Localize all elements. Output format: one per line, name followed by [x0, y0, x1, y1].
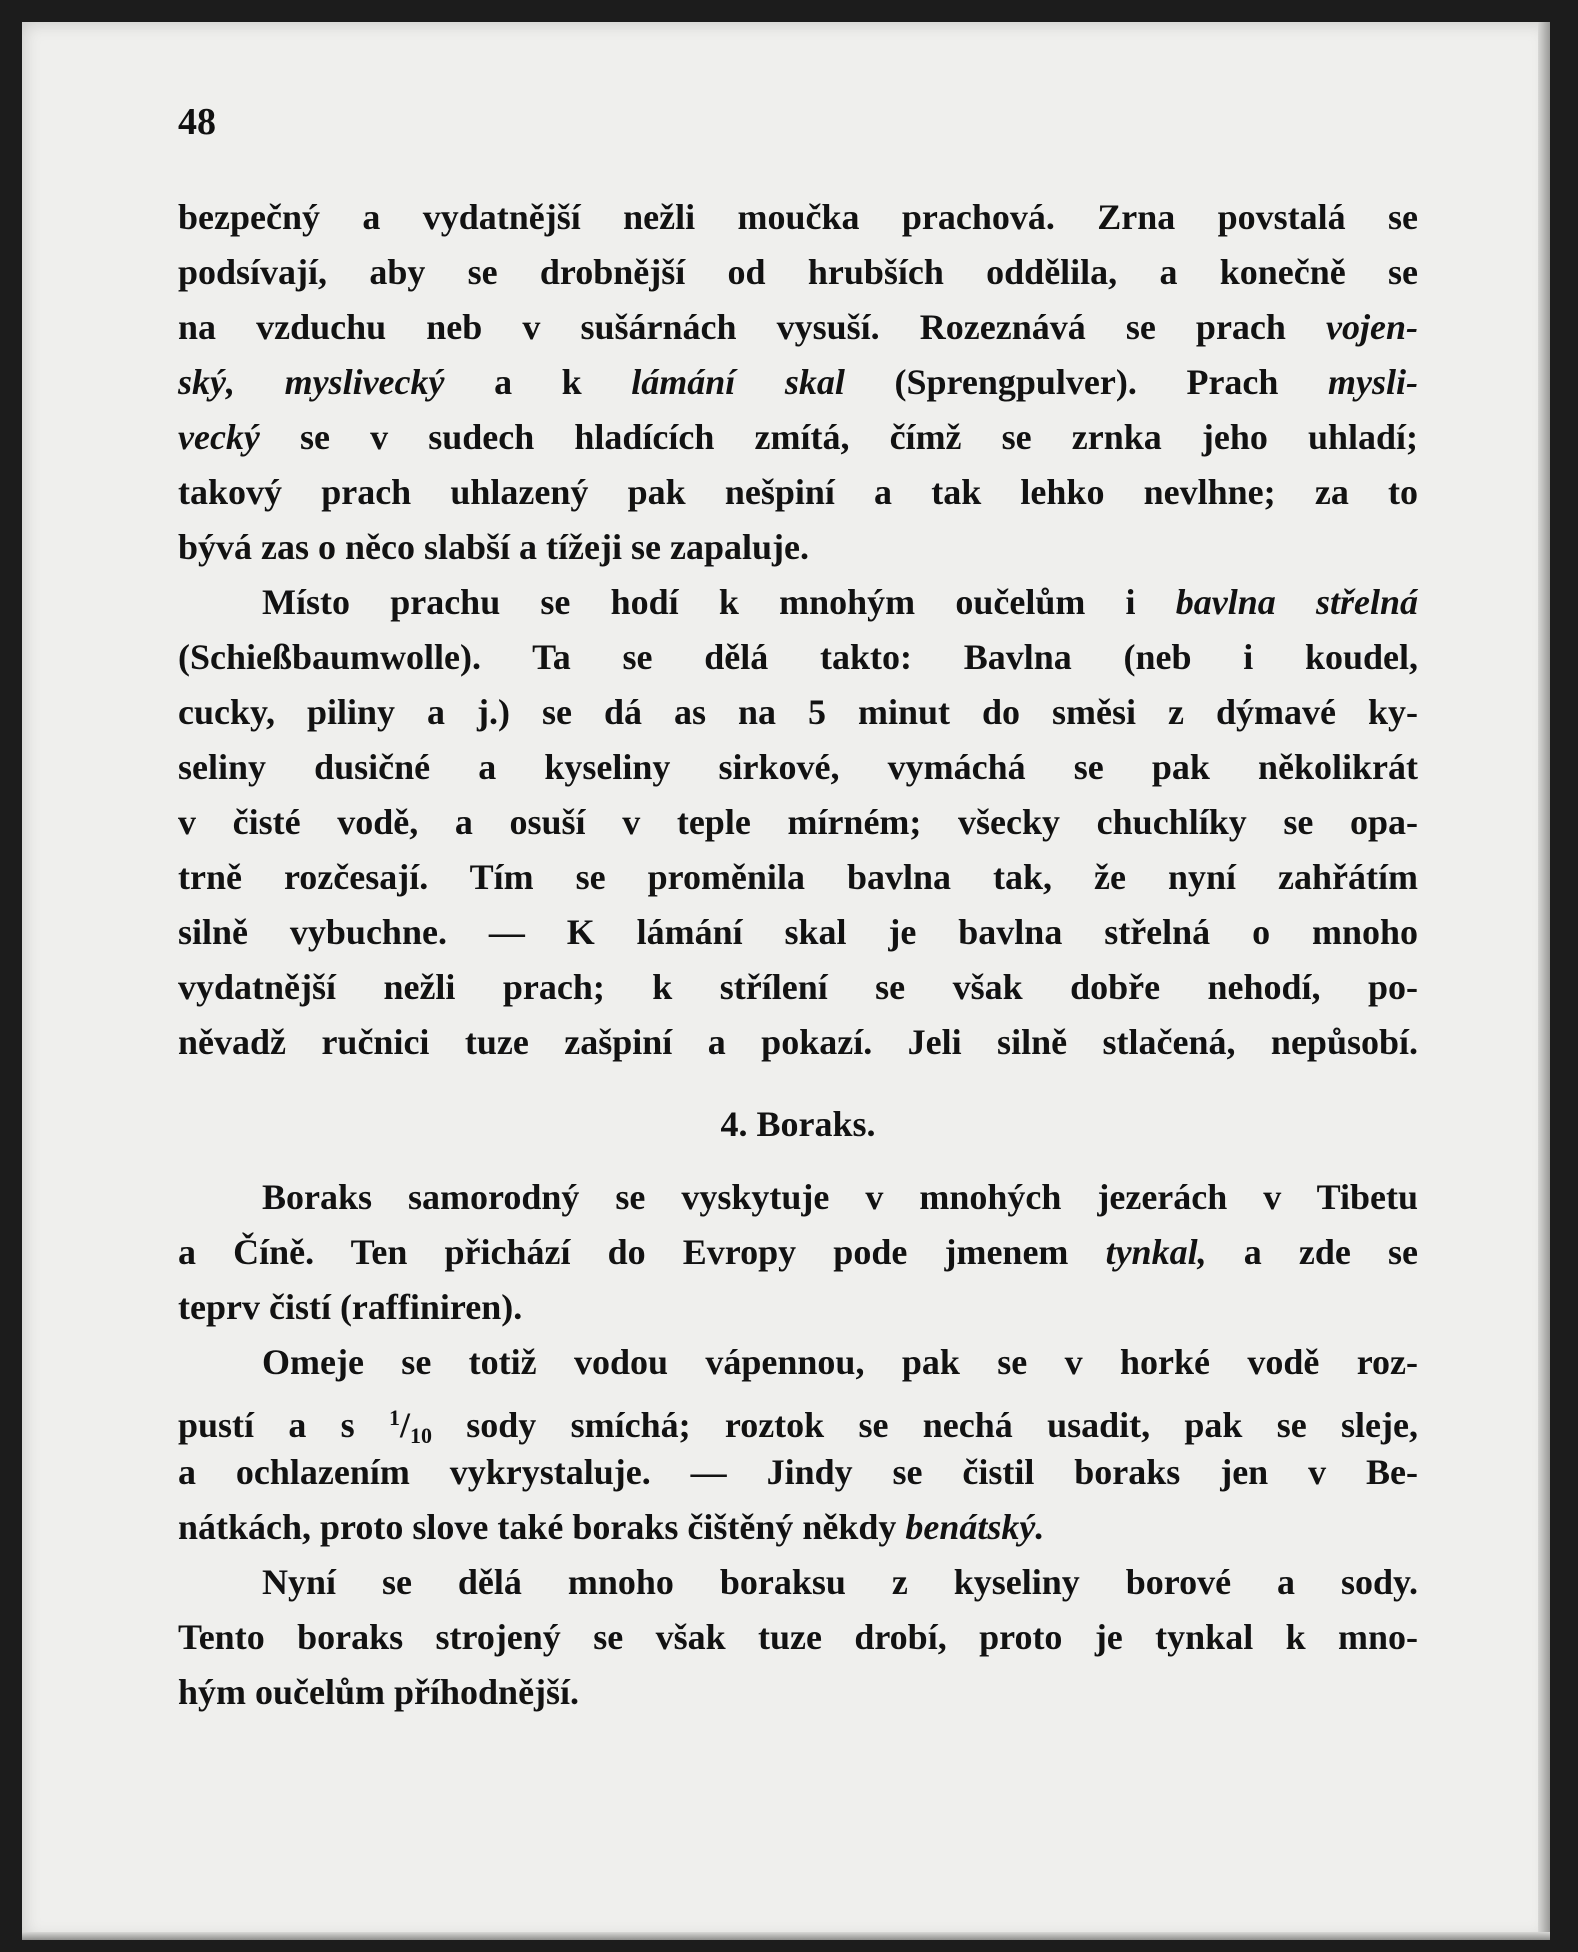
text-run: / [399, 1405, 410, 1445]
text-run: teprv čistí (raffiniren). [178, 1287, 523, 1327]
text-run: pustí a s [178, 1405, 389, 1445]
text-line [178, 960, 1418, 1015]
text-run: silně vybuchne. — K lámání skal je bavlna střelná o mnoho [178, 912, 1418, 952]
text-run: Boraks samorodný se vyskytuje v mnohých jezerách v Tibetu [262, 1177, 1418, 1217]
italic-term: ský, myslivecký [178, 362, 445, 402]
page-edge-right [1538, 22, 1550, 1940]
text-line [178, 850, 1418, 905]
page-body-text [178, 190, 1418, 1720]
text-line [178, 355, 1418, 410]
book-page [22, 22, 1550, 1940]
text-line [178, 1445, 1418, 1500]
text-run: trně rozčesají. Tím se proměnila bavlna tak, že nyní zahřátím [178, 857, 1418, 897]
text-line [178, 630, 1418, 685]
section-heading-boraks: 4. Boraks. [720, 1104, 876, 1144]
text-line [178, 1390, 1418, 1448]
text-run: se v sudech hladících zmítá, čímž se zrnka jeho uhladí; [259, 417, 1418, 457]
italic-term: vecký [178, 417, 260, 457]
text-run: hým oučelům příhodnější. [178, 1672, 580, 1712]
text-line [178, 1170, 1418, 1225]
text-run: (Schießbaumwolle). Ta se dělá takto: Bavlna (neb i koudel, [178, 637, 1418, 677]
italic-term: vojen- [1326, 307, 1418, 347]
text-line [178, 1555, 1418, 1610]
text-line [178, 520, 1418, 575]
text-run: 10 [409, 1423, 432, 1448]
text-run: vydatnější nežli prach; k střílení se však dobře nehodí, po- [178, 967, 1418, 1007]
text-line [178, 740, 1418, 795]
italic-term: tynkal, [1105, 1232, 1207, 1272]
text-line [178, 795, 1418, 850]
text-run: bezpečný a vydatnější nežli moučka prachová. Zrna povstalá se [178, 197, 1418, 237]
italic-term: bavlna střelná [1175, 582, 1418, 622]
text-run: cucky, piliny a j.) se dá as na 5 minut do směsi z dýmavé ky- [178, 692, 1418, 732]
text-run: a zde se [1206, 1232, 1419, 1272]
text-run: a k [444, 362, 632, 402]
text-line [178, 905, 1418, 960]
italic-term: mysli- [1328, 362, 1418, 402]
text-run: něvadž ručnici tuze zašpiní a pokazí. Jeli silně stlačená, nepůsobí. [178, 1022, 1418, 1062]
text-line [178, 1225, 1418, 1280]
text-line [178, 1280, 1418, 1335]
text-run: nátkách, proto slove také boraks čištěný někdy [178, 1507, 906, 1547]
text-run: bývá zas o něco slabší a tížeji se zapaluje. [178, 527, 809, 567]
text-line [178, 1015, 1418, 1070]
text-run: takový prach uhlazený pak nešpiní a tak lehko nevlhne; za to [178, 472, 1418, 512]
section-boraks-text [178, 1170, 1418, 1720]
page-edge-bottom [22, 1932, 1550, 1940]
text-line [178, 1610, 1418, 1665]
text-run: sody smíchá; roztok se nechá usadit, pak se sleje, [431, 1405, 1418, 1445]
text-line [178, 300, 1418, 355]
text-line [178, 245, 1418, 300]
text-line [178, 575, 1418, 630]
text-line [178, 1665, 1418, 1720]
text-line [178, 190, 1418, 245]
text-line [178, 685, 1418, 740]
text-run: seliny dusičné a kyseliny sirkové, vymáchá se pak několikrát [178, 747, 1418, 787]
text-run: Místo prachu se hodí k mnohým oučelům i [262, 582, 1176, 622]
italic-term: benátský. [905, 1507, 1045, 1547]
text-run: Omeje se totiž vodou vápennou, pak se v horké vodě roz- [262, 1342, 1418, 1382]
text-line [178, 410, 1418, 465]
text-line [178, 465, 1418, 520]
text-line [178, 1500, 1418, 1555]
text-run: Tento boraks strojený se však tuze drobí, proto je tynkal k mno- [178, 1617, 1418, 1657]
text-run: (Sprengpulver). Prach [844, 362, 1329, 402]
italic-term: lámání skal [631, 362, 845, 402]
text-line [178, 1335, 1418, 1390]
text-run: podsívají, aby se drobnější od hrubších oddělila, a konečně se [178, 252, 1418, 292]
text-run: 1 [388, 1405, 400, 1430]
page-number: 48 [178, 101, 216, 143]
text-run: na vzduchu neb v sušárnách vysuší. Rozeznává se prach [178, 307, 1327, 347]
text-run: a Číně. Ten přichází do Evropy pode jmenem [178, 1232, 1106, 1272]
section-gunpowder-text [178, 190, 1418, 1070]
text-run: Nyní se dělá mnoho boraksu z kyseliny borové a sody. [262, 1562, 1418, 1602]
text-run: v čisté vodě, a osuší v teple mírném; všecky chuchlíky se opa- [178, 802, 1418, 842]
text-run: a ochlazením vykrystaluje. — Jindy se čistil boraks jen v Be- [178, 1452, 1418, 1492]
